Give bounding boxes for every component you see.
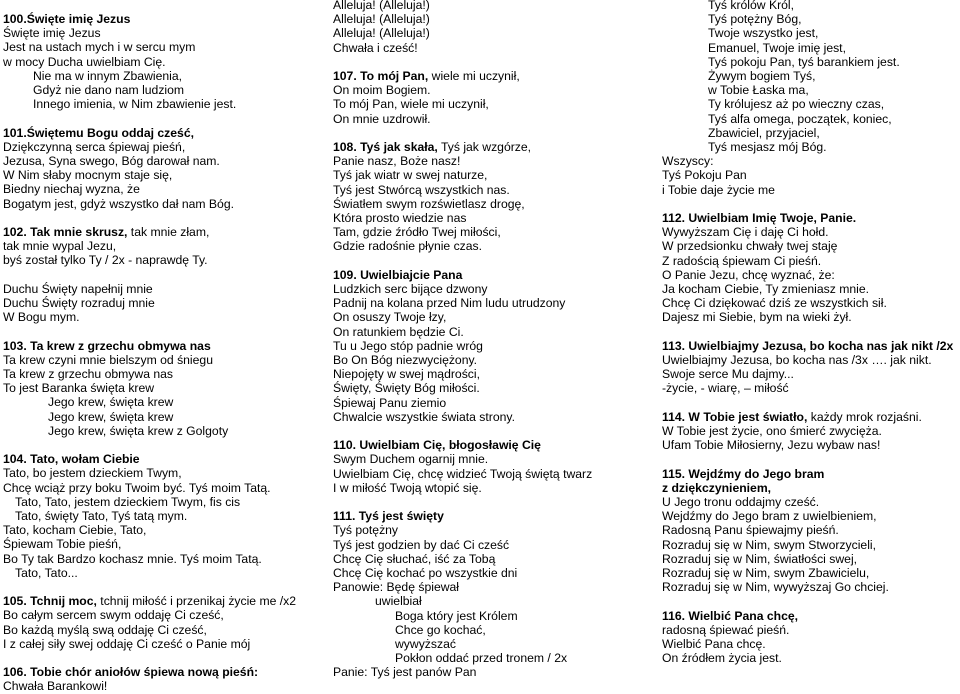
song-title: 102. Tak mnie skrusz,	[3, 225, 128, 240]
lyric-line	[3, 481, 296, 495]
lyric-text: Gdyż nie dano nam ludziom	[33, 83, 185, 98]
lyric-line	[3, 55, 296, 69]
lyric-text: Jego krew, święta krew	[48, 395, 174, 410]
lyric-text: W Nim słaby mocnym staje się,	[3, 168, 173, 183]
song-title: 109. Uwielbiajcie Pana	[333, 267, 463, 282]
lyric-line	[3, 182, 296, 196]
lyric-line	[333, 623, 592, 637]
lyric-line	[333, 211, 592, 225]
song-title: 104. Tato, wołam Ciebie	[3, 452, 140, 467]
lyric-text: Innego imienia, w Nim zbawienie jest.	[33, 97, 237, 112]
lyric-text: Tyś jak wiatr w swej naturze,	[333, 168, 488, 183]
lyric-text: Tato, Tato...	[15, 565, 78, 580]
lyric-text: Dziękczynną serca śpiewaj pieśń,	[3, 139, 186, 154]
lyric-line	[3, 381, 296, 395]
lyric-line	[333, 481, 592, 495]
lyric-line	[333, 651, 592, 665]
column-middle	[333, 0, 592, 680]
lyric-line	[662, 424, 953, 438]
lyric-line	[662, 26, 953, 40]
lyric-text: tchnij miłość i przenikaj życie me /x2	[96, 594, 297, 609]
lyric-line	[3, 126, 296, 140]
lyric-line	[333, 83, 592, 97]
lyric-text: radosną śpiewać pieśń.	[662, 622, 790, 637]
lyric-line	[3, 83, 296, 97]
lyric-line	[3, 509, 296, 523]
song-heading-line	[333, 438, 592, 452]
lyric-line	[333, 353, 592, 367]
lyric-text: Wejdźmy do Jego bram z uwielbieniem,	[662, 509, 877, 524]
lyric-text: I z całej siły swej oddaję Ci cześć o Panie mój	[3, 636, 251, 651]
song-title: 106. Tobie chór aniołów śpiewa nową pieśń:	[3, 665, 259, 680]
lyric-text: Tyś mesjasz mój Bóg.	[708, 140, 827, 155]
lyric-line	[662, 41, 953, 55]
lyric-text: On osuszy Twoje łzy,	[333, 310, 447, 325]
lyric-line	[3, 523, 296, 537]
lyric-line	[333, 325, 592, 339]
lyric-text: Ludzkich serc bijące dzwony	[333, 282, 488, 297]
lyric-text: Tyś Pokoju Pan	[662, 168, 747, 183]
lyric-text: Alleluja! (Alleluja!)	[333, 0, 430, 12]
stanza-gap	[3, 580, 296, 594]
lyric-text: Chcę Cię kochać po wszystkie dni	[333, 566, 518, 581]
lyric-text: Bo On Bóg niezwyciężony.	[333, 353, 478, 368]
lyric-text: Panowie: Będę śpiewał	[333, 580, 460, 595]
lyric-line	[662, 637, 953, 651]
lyric-text: wywyższać	[395, 637, 456, 652]
lyric-text: Chcę Ci dziękować dziś ze wszystkich sił.	[662, 296, 887, 311]
lyric-line	[662, 523, 953, 537]
lyric-line	[333, 26, 592, 40]
lyric-text: Jezusa, Syna swego, Bóg darował nam.	[3, 154, 220, 169]
lyric-text: Panie: Tyś jest panów Pan	[333, 665, 477, 680]
lyric-text: Ja kocham Ciebie, Ty zmieniasz mnie.	[662, 282, 870, 297]
lyric-text: Rozraduj się w Nim, światłości swej,	[662, 551, 858, 566]
lyric-line	[3, 566, 296, 580]
lyric-text: Bo Ty tak Bardzo kochasz mnie. Tyś moim Tatą.	[3, 551, 262, 566]
lyric-text: Tyś potężny	[333, 523, 399, 538]
lyric-line	[3, 552, 296, 566]
lyric-line	[662, 310, 953, 324]
lyric-line	[3, 623, 296, 637]
song-title: 105. Tchnij moc,	[3, 594, 97, 609]
lyric-text: byś został tylko Ty / 2x - naprawdę Ty.	[3, 253, 208, 268]
lyric-line	[3, 97, 296, 111]
lyric-line	[333, 154, 592, 168]
song-title: z dziękczynieniem,	[662, 480, 772, 495]
lyric-text: Chce go kochać,	[395, 622, 486, 637]
lyric-line	[662, 183, 953, 197]
lyric-line	[3, 367, 296, 381]
lyric-line	[333, 296, 592, 310]
lyric-text: Chwała i cześć!	[333, 40, 418, 55]
lyric-line	[3, 69, 296, 83]
lyric-line	[3, 410, 296, 424]
lyric-text: W Bogu mym.	[3, 310, 80, 325]
song-title: 112. Uwielbiam Imię Twoje, Panie.	[662, 211, 857, 226]
lyric-line	[662, 566, 953, 580]
lyric-text: Tato, kocham Ciebie, Tato,	[3, 523, 147, 538]
lyric-text: On mnie uzdrowił.	[333, 111, 431, 126]
lyric-line	[333, 566, 592, 580]
lyric-text: Tyś jest godzien by dać Ci cześć	[333, 537, 510, 552]
lyric-text: Twoje wszystko jest,	[708, 26, 819, 41]
lyric-text: Śpiewaj Panu ziemio	[333, 395, 447, 410]
lyric-line	[333, 112, 592, 126]
lyric-line	[333, 637, 592, 651]
lyric-line	[333, 381, 592, 395]
lyric-text: Światłem swym rozświetlasz drogę,	[333, 196, 525, 211]
lyric-text: i Tobie daje życie me	[662, 182, 775, 197]
lyric-text: Bo każdą myślą swą oddaję Ci cześć,	[3, 622, 207, 637]
stanza-gap	[333, 495, 592, 509]
lyric-text: każdy mrok rozjaśni.	[807, 409, 922, 424]
stanza-gap	[662, 197, 953, 211]
lyric-text: Jego krew, święta krew	[48, 409, 174, 424]
lyric-text: Tu u Jego stóp padnie wróg	[333, 338, 483, 353]
lyric-line	[662, 651, 953, 665]
lyric-line	[3, 353, 296, 367]
lyric-line	[333, 225, 592, 239]
lyric-line	[3, 282, 296, 296]
song-heading-line	[3, 225, 296, 239]
song-heading-line	[333, 140, 592, 154]
lyric-line	[3, 154, 296, 168]
lyric-text: Bogatym jest, gdyż wszystko dał nam Bóg.	[3, 196, 234, 211]
song-heading-line	[662, 339, 953, 353]
song-heading-line	[333, 268, 592, 282]
lyric-text: Chwała Barankowi!	[3, 679, 108, 694]
lyric-line	[333, 580, 592, 594]
lyric-line	[333, 410, 592, 424]
song-heading-line	[3, 594, 296, 608]
lyric-line	[3, 140, 296, 154]
lyric-line	[333, 0, 592, 12]
lyric-line	[333, 396, 592, 410]
stanza-gap	[662, 594, 953, 608]
lyric-text: Święte imię Jezus	[3, 26, 101, 41]
lyric-line	[333, 467, 592, 481]
lyric-text: Jego krew, święta krew z Golgoty	[48, 423, 229, 438]
stanza-gap	[333, 55, 592, 69]
lyric-text: I w miłość Twoją wtopić się.	[333, 480, 482, 495]
lyric-text: U Jego tronu oddajmy cześć.	[662, 495, 820, 510]
lyric-line	[662, 353, 953, 367]
lyric-text: Biedny niechaj wyzna, że	[3, 182, 140, 197]
stanza-gap	[3, 211, 296, 225]
lyric-text: To mój Pan, wiele mi uczynił,	[333, 97, 489, 112]
song-title: 115. Wejdźmy do Jego bram	[662, 466, 825, 481]
lyric-line	[333, 452, 592, 466]
lyric-line	[662, 381, 953, 395]
song-heading-line	[333, 509, 592, 523]
lyric-line	[3, 537, 296, 551]
lyric-line	[3, 40, 296, 54]
lyric-text: Tato, bo jestem dzieckiem Twym,	[3, 466, 182, 481]
lyric-text: Wywyższam Cię i daję Ci hołd.	[662, 225, 829, 240]
lyric-line	[662, 97, 953, 111]
stanza-gap	[3, 111, 296, 125]
lyric-text: On źródłem życia jest.	[662, 651, 782, 666]
lyric-line	[662, 12, 953, 26]
song-heading-line	[3, 452, 296, 466]
lyric-text: Boga który jest Królem	[395, 608, 518, 623]
lyric-text: Gdzie radośnie płynie czas.	[333, 239, 483, 254]
lyric-line	[662, 623, 953, 637]
lyric-text: Alleluja! (Alleluja!)	[333, 26, 430, 41]
song-heading-line	[662, 609, 953, 623]
lyric-line	[333, 197, 592, 211]
lyric-line	[3, 26, 296, 40]
lyric-text: W Tobie jest życie, ono śmierć zwycięża.	[662, 424, 882, 439]
lyric-line	[662, 225, 953, 239]
lyric-text: Tyś jak wzgórze,	[437, 140, 532, 154]
lyric-text: Bo całym sercem swym oddaję Ci cześć,	[3, 608, 224, 623]
lyric-line	[662, 552, 953, 566]
lyric-text: Uwielbiajmy Jezusa, bo kocha nas /3x …. jak nikt.	[662, 353, 932, 368]
lyric-line	[333, 523, 592, 537]
lyric-text: Jest na ustach mych i w sercu mym	[3, 40, 196, 55]
song-title: 107. To mój Pan,	[333, 69, 429, 83]
lyric-text: Swym Duchem ogarnij mnie.	[333, 452, 489, 467]
stanza-gap	[3, 651, 296, 665]
lyric-text: Nie ma w innym Zbawienia,	[33, 68, 183, 83]
stanza-gap	[3, 324, 296, 338]
lyric-line	[662, 268, 953, 282]
lyric-line	[3, 253, 296, 267]
lyric-line	[333, 609, 592, 623]
lyric-text: tak mnie wypal Jezu,	[3, 239, 117, 254]
lyric-text: W przedsionku chwały twej staję	[662, 239, 838, 254]
lyric-line	[662, 55, 953, 69]
stanza-gap	[333, 424, 592, 438]
lyric-text: Ty królujesz aż po wieczny czas,	[708, 97, 885, 112]
stanza-gap	[662, 452, 953, 466]
song-heading-line	[333, 69, 592, 83]
song-heading-line	[3, 339, 296, 353]
lyric-text: Tyś jest Stwórcą wszystkich nas.	[333, 182, 510, 197]
lyric-text: Panie nasz, Boże nasz!	[333, 154, 461, 169]
lyric-line	[333, 282, 592, 296]
song-heading-line	[662, 211, 953, 225]
song-heading-line	[662, 467, 953, 481]
lyric-text: Niepojęty w swej mądrości,	[333, 367, 480, 382]
lyric-text: Duchu Święty rozraduj mnie	[3, 296, 155, 311]
lyric-text: -życie, - wiarę, – miłość	[662, 381, 789, 396]
song-title: 101.Świętemu Bogu oddaj cześć,	[3, 125, 194, 140]
lyric-line	[3, 679, 296, 693]
lyric-line	[3, 424, 296, 438]
lyric-text: Swoje serce Mu dajmy...	[662, 367, 794, 382]
lyric-line	[662, 168, 953, 182]
lyric-line	[3, 197, 296, 211]
lyric-text: tak mnie złam,	[127, 225, 210, 240]
song-title: 114. W Tobie jest światło,	[662, 409, 808, 424]
lyric-line	[3, 168, 296, 182]
lyric-text: Tyś alfa omega, początek, koniec,	[708, 111, 892, 126]
lyric-line	[3, 495, 296, 509]
lyric-line	[662, 580, 953, 594]
lyric-line	[662, 538, 953, 552]
stanza-gap	[333, 126, 592, 140]
lyric-line	[662, 509, 953, 523]
lyric-line	[662, 140, 953, 154]
lyric-text: Wszyscy:	[662, 154, 714, 169]
column-right	[662, 0, 953, 665]
lyric-text: Uwielbiam Cię, chcę widzieć Twoją świętą twarz	[333, 466, 593, 481]
lyric-line	[662, 282, 953, 296]
lyric-line	[662, 495, 953, 509]
lyric-text: Święty, Święty Bóg miłości.	[333, 381, 480, 396]
lyric-text: Chwalcie wszystkie świata strony.	[333, 409, 515, 424]
lyric-line	[333, 310, 592, 324]
song-title: 113. Uwielbiajmy Jezusa, bo kocha nas jak nikt /2x	[662, 338, 954, 353]
lyric-text: To jest Baranka święta krew	[3, 381, 155, 396]
lyric-line	[333, 41, 592, 55]
lyric-text: Tyś królów Król,	[708, 0, 795, 12]
lyric-text: Żywym bogiem Tyś,	[708, 69, 816, 84]
lyric-text: On moim Bogiem.	[333, 83, 431, 98]
lyric-text: Radosną Panu śpiewajmy pieśń.	[662, 523, 839, 538]
lyric-line	[662, 254, 953, 268]
lyric-line	[333, 239, 592, 253]
lyric-line	[662, 154, 953, 168]
lyric-text: Z radością śpiewam Ci pieśń.	[662, 253, 822, 268]
lyric-text: Rozraduj się w Nim, swym Stworzycieli,	[662, 537, 876, 552]
song-title: 100.Święte imię Jezus	[3, 12, 131, 26]
lyric-text: Ta krew z grzechu obmywa nas	[3, 367, 174, 382]
lyric-line	[333, 183, 592, 197]
lyric-line	[662, 126, 953, 140]
lyric-line	[3, 637, 296, 651]
lyric-line	[662, 438, 953, 452]
lyric-text: Chcę Cię słuchać, iść za Tobą	[333, 551, 496, 566]
lyric-line	[3, 466, 296, 480]
song-heading-line	[3, 665, 296, 679]
lyric-text: Tato, święty Tato, Tyś tatą mym.	[15, 509, 188, 524]
lyric-text: O Panie Jezu, chcę wyznać, że:	[662, 267, 835, 282]
song-title: 108. Tyś jak skała,	[333, 140, 438, 154]
lyric-text: Tato, Tato, jestem dzieckiem Twym, fis cis	[15, 494, 241, 509]
lyric-text: Tyś potężny Bóg,	[708, 12, 802, 27]
lyric-line	[333, 168, 592, 182]
lyric-line	[333, 97, 592, 111]
lyric-text: Wielbić Pana chcę.	[662, 637, 766, 652]
lyric-line	[333, 12, 592, 26]
lyric-line	[662, 367, 953, 381]
lyric-line	[662, 296, 953, 310]
lyric-text: Dajesz mi Siebie, bym na wieki żył.	[662, 310, 852, 325]
lyric-line	[3, 12, 296, 26]
lyric-text: Tyś pokoju Pan, tyś barankiem jest.	[708, 54, 900, 69]
lyric-line	[662, 83, 953, 97]
stanza-gap	[333, 254, 592, 268]
lyric-line	[3, 296, 296, 310]
lyric-text: Ta krew czyni mnie bielszym od śniegu	[3, 352, 213, 367]
lyric-line	[662, 0, 953, 12]
column-left	[3, 12, 296, 694]
lyric-text: w Tobie Łaska ma,	[708, 83, 809, 98]
lyric-line	[3, 608, 296, 622]
lyric-line	[662, 112, 953, 126]
lyric-text: Ufam Tobie Miłosierny, Jezu wybaw nas!	[662, 438, 881, 453]
lyric-text: Pokłon oddać przed tronem / 2x	[395, 651, 568, 666]
lyric-line	[333, 367, 592, 381]
lyric-text: uwielbiał	[375, 594, 422, 609]
stanza-gap	[3, 268, 296, 282]
lyric-text: Chcę wciąż przy boku Twoim być. Tyś moim Tatą.	[3, 480, 271, 495]
lyric-text: Która prosto wiedzie nas	[333, 211, 467, 226]
lyric-text: On ratunkiem będzie Ci.	[333, 324, 464, 339]
lyric-line	[333, 339, 592, 353]
lyric-line	[662, 69, 953, 83]
lyric-line	[333, 538, 592, 552]
lyric-line	[3, 310, 296, 324]
stanza-gap	[3, 438, 296, 452]
stanza-gap	[662, 396, 953, 410]
lyric-line	[3, 239, 296, 253]
lyric-text: Padnij na kolana przed Nim ludu utrudzony	[333, 296, 566, 311]
lyric-text: Emanuel, Twoje imię jest,	[708, 40, 846, 55]
lyric-line	[333, 552, 592, 566]
lyric-text: Zbawiciel, przyjaciel,	[708, 125, 820, 140]
lyric-text: Rozraduj się w Nim, swym Zbawicielu,	[662, 566, 870, 581]
song-title: 110. Uwielbiam Cię, błogosławię Cię	[333, 438, 541, 453]
song-heading-line	[662, 481, 953, 495]
lyric-text: w mocy Ducha uwielbiam Cię.	[3, 54, 166, 69]
song-title: 116. Wielbić Pana chcę,	[662, 608, 799, 623]
lyric-text: Tam, gdzie źródło Twej miłości,	[333, 225, 501, 240]
song-title: 103. Ta krew z grzechu obmywa nas	[3, 338, 211, 353]
lyric-line	[3, 395, 296, 409]
stanza-gap	[662, 325, 953, 339]
lyric-text: Śpiewam Tobie pieśń,	[3, 537, 122, 552]
lyric-text: wiele mi uczynił,	[428, 69, 520, 83]
lyric-line	[333, 594, 592, 608]
lyric-text: Alleluja! (Alleluja!)	[333, 12, 430, 27]
lyric-text: Duchu Święty napełnij mnie	[3, 281, 153, 296]
song-heading-line	[662, 410, 953, 424]
lyric-text: Rozraduj się w Nim, wywyższaj Go chciej.	[662, 580, 889, 595]
lyric-line	[662, 239, 953, 253]
song-title: 111. Tyś jest święty	[333, 509, 444, 524]
